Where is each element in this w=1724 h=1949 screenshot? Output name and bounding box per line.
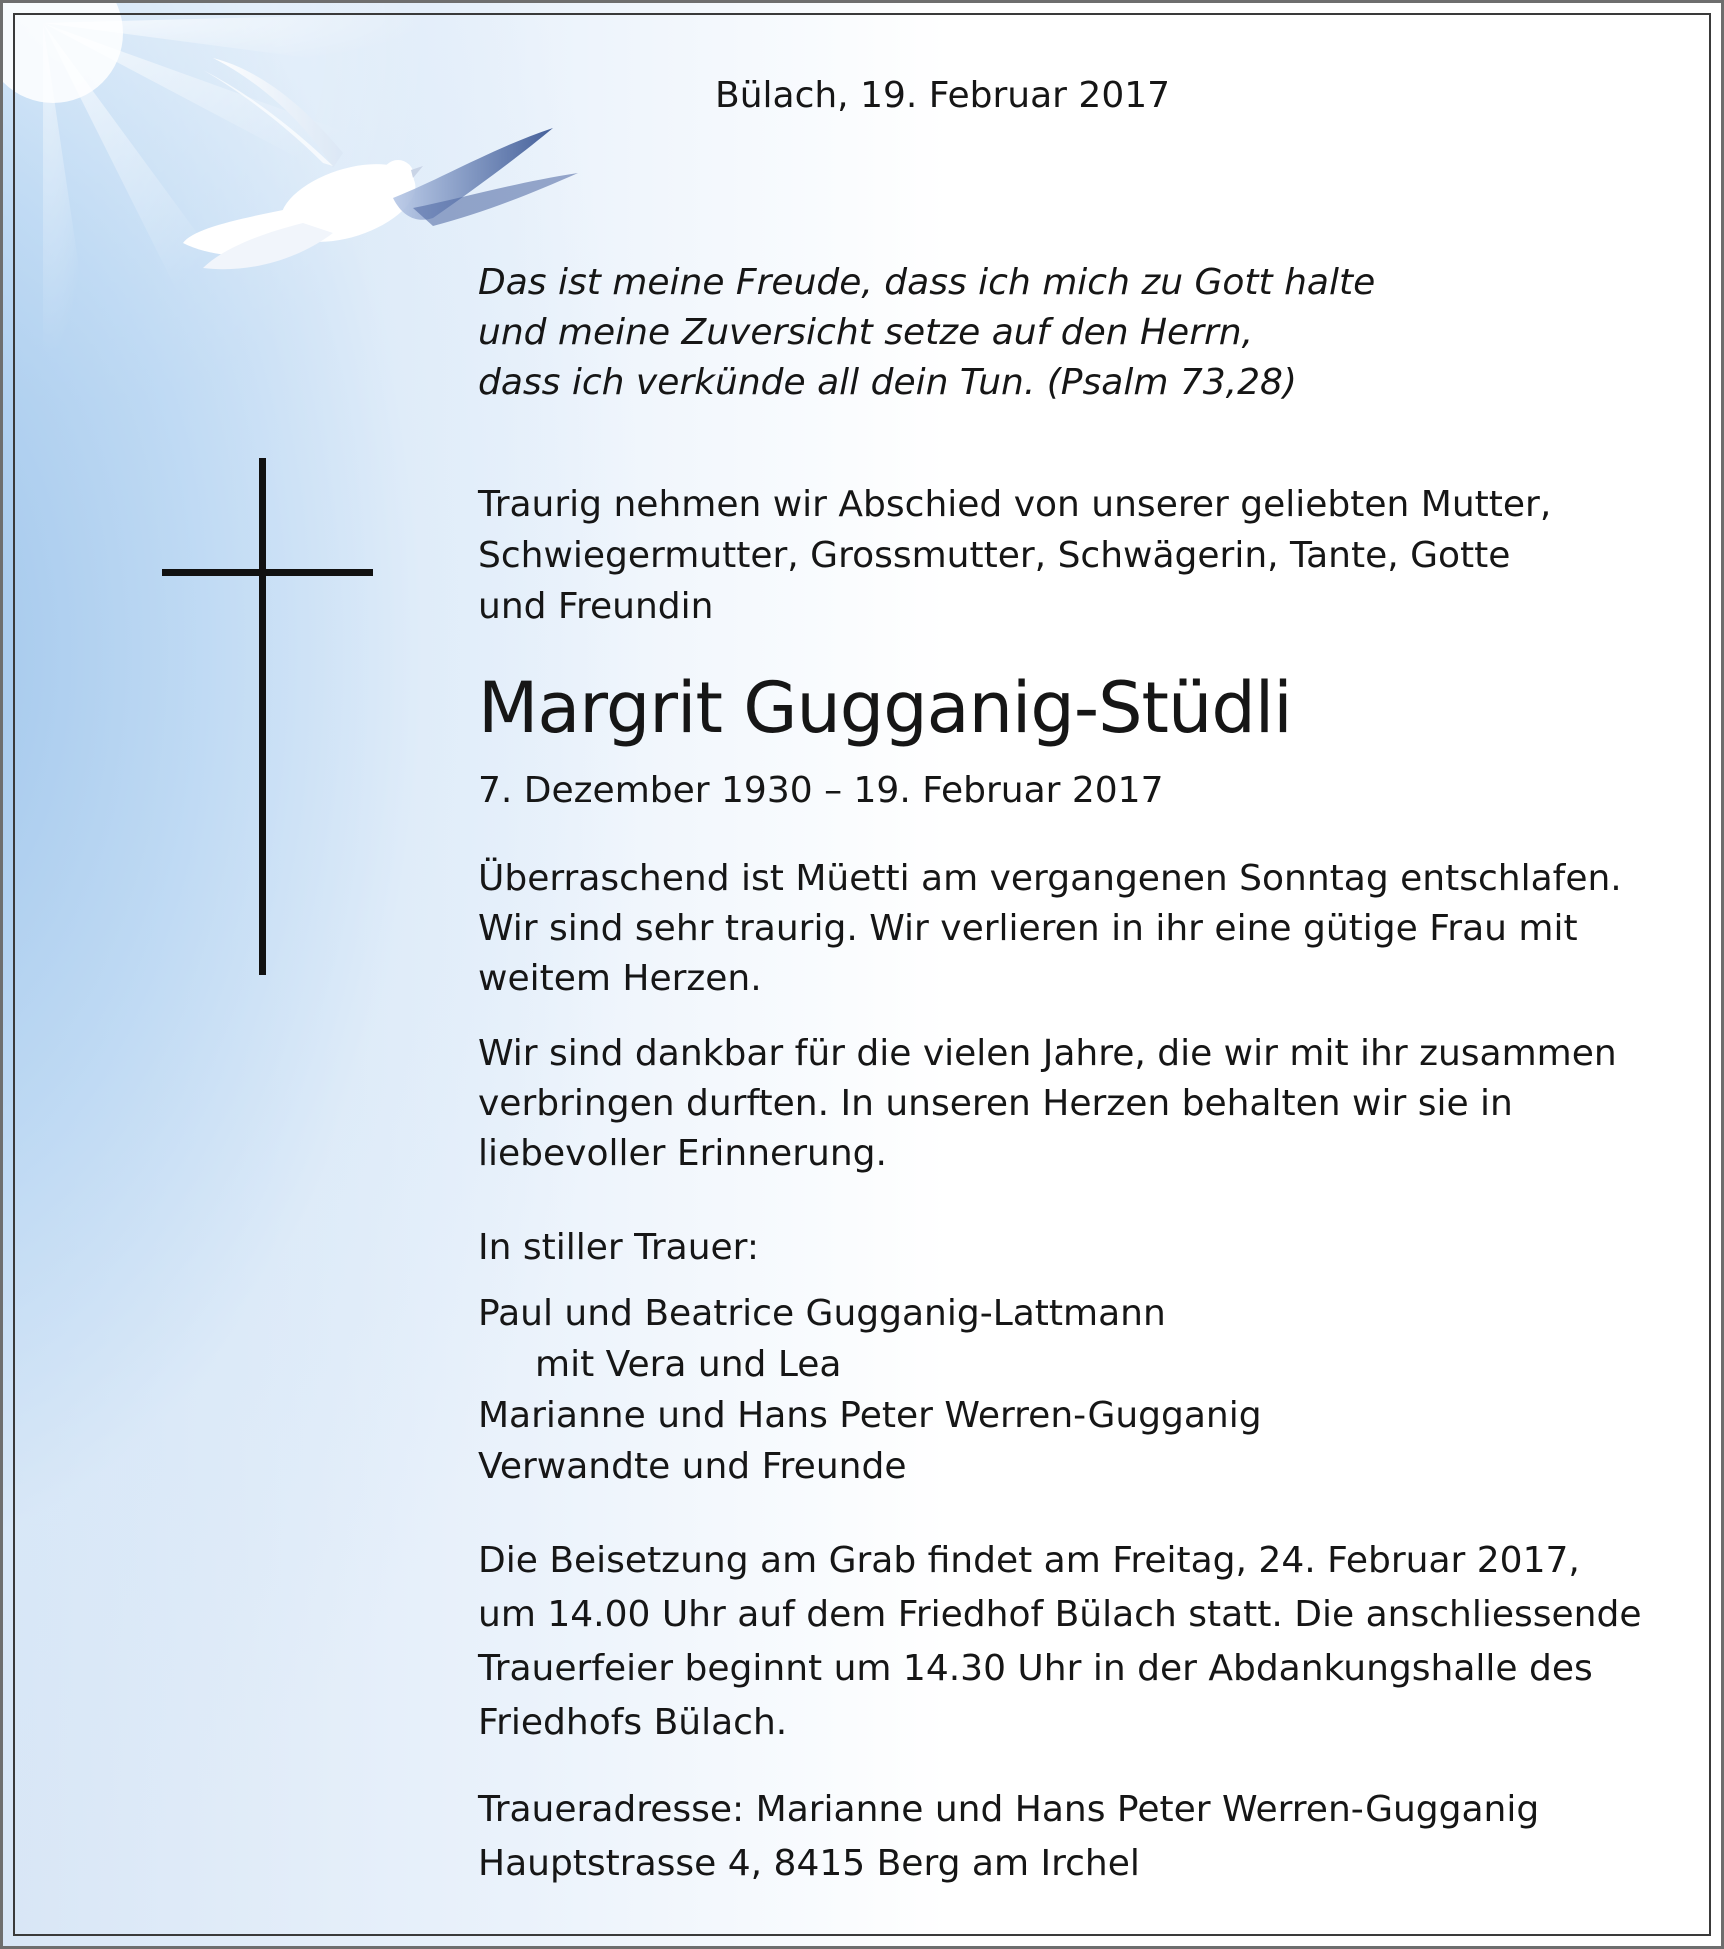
deceased-lifespan: 7. Dezember 1930 – 19. Februar 2017 (478, 770, 1164, 811)
address-line: Hauptstrasse 4, 8415 Berg am Irchel (478, 1843, 1140, 1884)
mourner-line: Verwandte und Freunde (478, 1446, 907, 1487)
address-line: Traueradresse: Marianne und Hans Peter Werren-Gugganig (478, 1789, 1540, 1830)
deceased-name: Margrit Gugganig-Stüdli (478, 667, 1292, 749)
message-paragraph-1 (478, 854, 1622, 1004)
verse-line: und meine Zuversicht setze auf den Herrn, (478, 312, 1254, 353)
mourner-line: Marianne und Hans Peter Werren-Gugganig (478, 1395, 1262, 1436)
cross-vertical-bar (259, 458, 266, 975)
message-paragraph-2 (478, 1029, 1617, 1179)
funeral-line: Trauerfeier beginnt um 14.30 Uhr in der Abdankungshalle des (478, 1648, 1593, 1689)
mourners-title: In stiller Trauer: (478, 1227, 759, 1268)
intro-line: Traurig nehmen wir Abschied von unserer geliebten Mutter, (478, 484, 1552, 525)
place-date: Bülach, 19. Februar 2017 (715, 75, 1171, 116)
cross-horizontal-bar (162, 569, 373, 576)
farewell-intro (478, 479, 1551, 632)
message-line: liebevoller Erinnerung. (478, 1133, 887, 1174)
mourning-address (478, 1783, 1539, 1891)
verse-line: Das ist meine Freude, dass ich mich zu Gott halte (478, 262, 1376, 303)
dove-icon (183, 58, 603, 288)
funeral-line: Friedhofs Bülach. (478, 1702, 788, 1743)
funeral-line: um 14.00 Uhr auf dem Friedhof Bülach statt. Die anschliessende (478, 1594, 1642, 1635)
message-line: weitem Herzen. (478, 958, 762, 999)
psalm-verse (478, 258, 1375, 408)
message-line: verbringen durften. In unseren Herzen behalten wir sie in (478, 1083, 1513, 1124)
message-line: Überraschend ist Müetti am vergangenen Sonntag entschlafen. (478, 858, 1622, 899)
funeral-line: Die Beisetzung am Grab findet am Freitag, 24. Februar 2017, (478, 1540, 1580, 1581)
mourner-line: mit Vera und Lea (535, 1344, 842, 1385)
mourner-line: Paul und Beatrice Gugganig-Lattmann (478, 1293, 1166, 1334)
message-line: Wir sind dankbar für die vielen Jahre, die wir mit ihr zusammen (478, 1033, 1617, 1074)
funeral-details (478, 1534, 1641, 1750)
message-line: Wir sind sehr traurig. Wir verlieren in ihr eine gütige Frau mit (478, 908, 1578, 949)
mourners-list (478, 1288, 1262, 1492)
intro-line: Schwiegermutter, Grossmutter, Schwägerin, Tante, Gotte (478, 535, 1511, 576)
verse-line: dass ich verkünde all dein Tun. (Psalm 73,28) (478, 362, 1297, 403)
intro-line: und Freundin (478, 586, 714, 627)
